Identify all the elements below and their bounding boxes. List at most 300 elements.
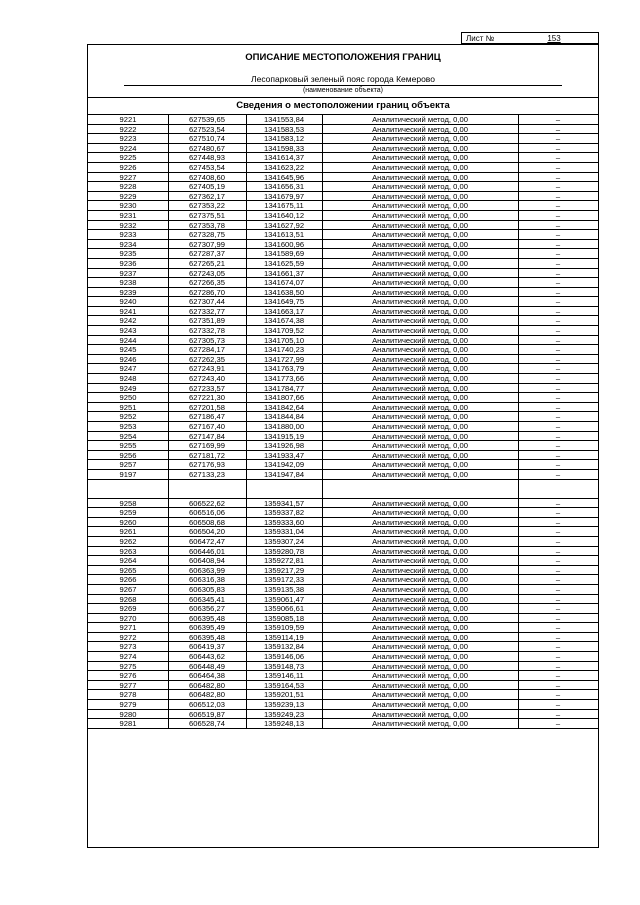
method-cell: Аналитический метод, 0,00 [322,125,519,134]
method-cell: Аналитический метод, 0,00 [322,153,519,162]
point-number-cell: 9235 [88,249,169,258]
method-cell: Аналитический метод, 0,00 [322,336,519,345]
x-coordinate-cell: 627186,47 [168,412,247,421]
method-cell: Аналитический метод, 0,00 [322,221,519,230]
x-coordinate-cell: 606446,01 [168,547,247,556]
method-cell: Аналитический метод, 0,00 [322,585,519,594]
y-coordinate-cell: 1341942,09 [246,460,323,469]
method-cell: Аналитический метод, 0,00 [322,192,519,201]
method-cell: Аналитический метод, 0,00 [322,662,519,671]
table-row [88,662,598,672]
sheet-number: 153 [547,34,561,43]
table-row [88,336,598,346]
x-coordinate-cell: 606345,41 [168,595,247,604]
table-row [88,566,598,576]
y-coordinate-cell: 1359280,78 [246,547,323,556]
table-separator-row [88,480,598,499]
x-coordinate-cell: 606464,38 [168,671,247,680]
x-coordinate-cell: 606448,49 [168,662,247,671]
table-row [88,288,598,298]
y-coordinate-cell: 1341842,64 [246,403,323,412]
y-coordinate-cell: 1359109,59 [246,623,323,632]
method-cell: Аналитический метод, 0,00 [322,470,519,479]
x-coordinate-cell: 627221,30 [168,393,247,402]
method-cell: Аналитический метод, 0,00 [322,364,519,373]
x-coordinate-cell: 606482,80 [168,690,247,699]
point-number-cell: 9232 [88,221,169,230]
y-coordinate-cell: 1341674,38 [246,316,323,325]
x-coordinate-cell: 606508,68 [168,518,247,527]
method-cell: Аналитический метод, 0,00 [322,451,519,460]
x-coordinate-cell: 627201,58 [168,403,247,412]
y-coordinate-cell: 1341649,75 [246,297,323,306]
accuracy-cell: – [555,441,561,451]
accuracy-cell: – [555,690,561,700]
point-number-cell: 9245 [88,345,169,354]
table-row [88,623,598,633]
accuracy-cell: – [555,153,561,163]
header-divider [88,97,598,98]
accuracy-cell: – [555,201,561,211]
x-coordinate-cell: 627133,23 [168,470,247,479]
accuracy-cell: – [555,604,561,614]
method-cell: Аналитический метод, 0,00 [322,527,519,536]
point-number-cell: 9226 [88,163,169,172]
accuracy-cell: – [555,239,561,249]
table-row [88,173,598,183]
point-number-cell: 9261 [88,527,169,536]
point-number-cell: 9236 [88,259,169,268]
x-coordinate-cell: 606504,20 [168,527,247,536]
object-name-underline [124,85,562,86]
y-coordinate-cell: 1359148,73 [246,662,323,671]
table-row [88,508,598,518]
x-coordinate-cell: 627181,72 [168,451,247,460]
x-coordinate-cell [168,480,247,498]
y-coordinate-cell: 1341598,33 [246,144,323,153]
method-cell [322,480,519,498]
accuracy-cell: – [555,374,561,384]
point-number-cell: 9221 [88,115,169,124]
accuracy-cell: – [555,306,561,316]
x-coordinate-cell: 606472,47 [168,537,247,546]
table-row [88,595,598,605]
x-coordinate-cell: 627262,35 [168,355,247,364]
accuracy-cell: – [555,700,561,710]
method-cell: Аналитический метод, 0,00 [322,182,519,191]
x-coordinate-cell: 606522,62 [168,499,247,508]
method-cell: Аналитический метод, 0,00 [322,604,519,613]
table-row [88,652,598,662]
y-coordinate-cell: 1359146,06 [246,652,323,661]
point-number-cell: 9227 [88,173,169,182]
x-coordinate-cell: 627307,44 [168,297,247,306]
method-cell: Аналитический метод, 0,00 [322,623,519,632]
x-coordinate-cell: 627286,70 [168,288,247,297]
accuracy-cell: – [555,575,561,585]
point-number-cell: 9272 [88,633,169,642]
method-cell: Аналитический метод, 0,00 [322,499,519,508]
point-number-cell: 9253 [88,422,169,431]
point-number-cell: 9256 [88,451,169,460]
y-coordinate-cell: 1341763,79 [246,364,323,373]
table-row [88,384,598,394]
table-row [88,575,598,585]
accuracy-cell: – [555,517,561,527]
y-coordinate-cell: 1359061,47 [246,595,323,604]
table-row [88,671,598,681]
table-row [88,393,598,403]
method-cell: Аналитический метод, 0,00 [322,259,519,268]
y-coordinate-cell: 1359066,61 [246,604,323,613]
y-coordinate-cell: 1341740,23 [246,345,323,354]
y-coordinate-cell: 1359248,13 [246,719,323,728]
y-coordinate-cell: 1341947,84 [246,470,323,479]
accuracy-cell: – [555,719,561,729]
y-coordinate-cell: 1341705,10 [246,336,323,345]
method-cell: Аналитический метод, 0,00 [322,316,519,325]
y-coordinate-cell: 1341640,12 [246,211,323,220]
table-row [88,518,598,528]
y-coordinate-cell: 1359172,33 [246,575,323,584]
table-row [88,201,598,211]
method-cell: Аналитический метод, 0,00 [322,326,519,335]
x-coordinate-cell: 606419,37 [168,642,247,651]
method-cell: Аналитический метод, 0,00 [322,230,519,239]
table-row [88,460,598,470]
point-number-cell: 9263 [88,547,169,556]
accuracy-cell: – [555,671,561,681]
method-cell: Аналитический метод, 0,00 [322,374,519,383]
table-row [88,345,598,355]
accuracy-cell: – [555,652,561,662]
accuracy-cell: – [555,402,561,412]
method-cell: Аналитический метод, 0,00 [322,249,519,258]
table-row [88,211,598,221]
table-row [88,269,598,279]
point-number-cell: 9268 [88,595,169,604]
accuracy-cell: – [555,412,561,422]
method-cell: Аналитический метод, 0,00 [322,403,519,412]
y-coordinate-cell: 1341600,96 [246,240,323,249]
method-cell: Аналитический метод, 0,00 [322,518,519,527]
x-coordinate-cell: 627408,60 [168,173,247,182]
accuracy-cell: – [555,134,561,144]
y-coordinate-cell: 1341583,53 [246,125,323,134]
accuracy-cell: – [555,326,561,336]
method-cell: Аналитический метод, 0,00 [322,537,519,546]
table-row [88,710,598,720]
accuracy-cell: – [555,508,561,518]
table-row [88,297,598,307]
x-coordinate-cell: 606408,94 [168,556,247,565]
accuracy-cell: – [555,297,561,307]
x-coordinate-cell: 627405,19 [168,182,247,191]
accuracy-cell: – [555,469,561,479]
x-coordinate-cell: 606363,99 [168,566,247,575]
x-coordinate-cell: 606482,80 [168,681,247,690]
point-number-cell: 9246 [88,355,169,364]
y-coordinate-cell: 1359333,60 [246,518,323,527]
method-cell: Аналитический метод, 0,00 [322,508,519,517]
point-number-cell: 9229 [88,192,169,201]
accuracy-cell: – [555,249,561,259]
y-coordinate-cell: 1341880,00 [246,422,323,431]
x-coordinate-cell: 627287,37 [168,249,247,258]
x-coordinate-cell: 627176,93 [168,460,247,469]
point-number-cell: 9224 [88,144,169,153]
accuracy-cell: – [555,431,561,441]
y-coordinate-cell: 1341623,22 [246,163,323,172]
accuracy-cell: – [555,278,561,288]
x-coordinate-cell: 627328,75 [168,230,247,239]
point-number-cell: 9257 [88,460,169,469]
accuracy-cell: – [555,584,561,594]
y-coordinate-cell: 1341638,50 [246,288,323,297]
method-cell: Аналитический метод, 0,00 [322,393,519,402]
x-coordinate-cell: 627480,67 [168,144,247,153]
method-cell: Аналитический метод, 0,00 [322,355,519,364]
x-coordinate-cell: 627233,57 [168,384,247,393]
y-coordinate-cell: 1341625,59 [246,259,323,268]
accuracy-cell: – [555,345,561,355]
method-cell: Аналитический метод, 0,00 [322,115,519,124]
method-cell: Аналитический метод, 0,00 [322,288,519,297]
accuracy-cell: – [555,422,561,431]
x-coordinate-cell: 606356,27 [168,604,247,613]
accuracy-cell: – [555,498,561,508]
method-cell: Аналитический метод, 0,00 [322,441,519,450]
y-coordinate-cell: 1359201,51 [246,690,323,699]
y-coordinate-cell: 1341589,69 [246,249,323,258]
accuracy-cell: – [555,287,561,297]
point-number-cell: 9260 [88,518,169,527]
x-coordinate-cell: 627353,22 [168,201,247,210]
document-title: ОПИСАНИЕ МЕСТОПОЛОЖЕНИЯ ГРАНИЦ [245,52,441,63]
y-coordinate-cell: 1341807,66 [246,393,323,402]
method-cell: Аналитический метод, 0,00 [322,240,519,249]
accuracy-cell: – [555,124,561,134]
method-cell: Аналитический метод, 0,00 [322,201,519,210]
point-number-cell: 9254 [88,432,169,441]
point-number-cell: 9237 [88,269,169,278]
object-name-caption: (наименование объекта) [302,87,384,94]
method-cell: Аналитический метод, 0,00 [322,345,519,354]
method-cell: Аналитический метод, 0,00 [322,144,519,153]
table-row [88,355,598,365]
x-coordinate-cell: 627243,91 [168,364,247,373]
table-row [88,221,598,231]
point-number-cell: 9278 [88,690,169,699]
y-coordinate-cell: 1341674,07 [246,278,323,287]
point-number-cell: 9276 [88,671,169,680]
x-coordinate-cell: 627362,17 [168,192,247,201]
method-cell: Аналитический метод, 0,00 [322,710,519,719]
y-coordinate-cell: 1341915,19 [246,432,323,441]
table-row [88,556,598,566]
point-number-cell: 9240 [88,297,169,306]
table-row [88,192,598,202]
table-row [88,585,598,595]
y-coordinate-cell: 1359217,29 [246,566,323,575]
method-cell: Аналитический метод, 0,00 [322,556,519,565]
x-coordinate-cell: 606519,87 [168,710,247,719]
x-coordinate-cell: 627265,21 [168,259,247,268]
x-coordinate-cell: 606443,62 [168,652,247,661]
point-number-cell: 9251 [88,403,169,412]
table-row [88,537,598,547]
accuracy-cell: – [555,162,561,172]
x-coordinate-cell: 627523,54 [168,125,247,134]
x-coordinate-cell: 627305,73 [168,336,247,345]
y-coordinate-cell: 1341784,77 [246,384,323,393]
point-number-cell: 9265 [88,566,169,575]
table-row [88,153,598,163]
point-number-cell: 9255 [88,441,169,450]
sheet-label: Лист № [466,34,495,43]
x-coordinate-cell: 627353,78 [168,221,247,230]
point-number-cell: 9197 [88,470,169,479]
table-row [88,182,598,192]
y-coordinate-cell: 1359135,38 [246,585,323,594]
x-coordinate-cell: 606316,38 [168,575,247,584]
point-number-cell: 9279 [88,700,169,709]
x-coordinate-cell: 627332,77 [168,307,247,316]
method-cell: Аналитический метод, 0,00 [322,384,519,393]
method-cell: Аналитический метод, 0,00 [322,690,519,699]
y-coordinate-cell: 1341663,17 [246,307,323,316]
method-cell: Аналитический метод, 0,00 [322,566,519,575]
point-number-cell: 9274 [88,652,169,661]
point-number-cell: 9234 [88,240,169,249]
point-number-cell: 9281 [88,719,169,728]
y-coordinate-cell: 1359146,11 [246,671,323,680]
y-coordinate-cell: 1359272,81 [246,556,323,565]
point-number-cell: 9228 [88,182,169,191]
y-coordinate-cell: 1359337,82 [246,508,323,517]
table-row [88,307,598,317]
x-coordinate-cell: 627375,51 [168,211,247,220]
point-number-cell: 9223 [88,134,169,143]
y-coordinate-cell: 1341553,84 [246,115,323,124]
table-row [88,278,598,288]
accuracy-cell: – [555,268,561,278]
accuracy-cell: – [555,613,561,623]
method-cell: Аналитический метод, 0,00 [322,575,519,584]
coordinates-table [88,115,598,729]
x-coordinate-cell: 606395,48 [168,614,247,623]
point-number-cell: 9271 [88,623,169,632]
accuracy-cell: – [555,210,561,220]
accuracy-cell: – [555,143,561,153]
table-row [88,681,598,691]
x-coordinate-cell: 606305,83 [168,585,247,594]
y-coordinate-cell: 1359085,18 [246,614,323,623]
accuracy-cell: – [555,661,561,671]
accuracy-cell: – [555,383,561,393]
point-number-cell: 9248 [88,374,169,383]
x-coordinate-cell: 627351,89 [168,316,247,325]
accuracy-cell: – [555,450,561,460]
point-number-cell: 9280 [88,710,169,719]
accuracy-cell: – [555,182,561,192]
y-coordinate-cell: 1359239,13 [246,700,323,709]
point-number-cell: 9267 [88,585,169,594]
method-cell: Аналитический метод, 0,00 [322,633,519,642]
accuracy-cell: – [555,460,561,470]
method-cell: Аналитический метод, 0,00 [322,163,519,172]
accuracy-cell: – [555,623,561,633]
table-row [88,249,598,259]
table-row [88,316,598,326]
y-coordinate-cell: 1359114,19 [246,633,323,642]
point-number-cell: 9247 [88,364,169,373]
table-row [88,451,598,461]
table-row [88,719,598,729]
x-coordinate-cell: 627147,84 [168,432,247,441]
y-coordinate-cell: 1341645,96 [246,173,323,182]
x-coordinate-cell: 627307,99 [168,240,247,249]
method-cell: Аналитический метод, 0,00 [322,173,519,182]
x-coordinate-cell: 627453,54 [168,163,247,172]
section-title: Сведения о местоположении границ объекта [236,100,450,111]
method-cell: Аналитический метод, 0,00 [322,432,519,441]
method-cell: Аналитический метод, 0,00 [322,700,519,709]
accuracy-cell: – [555,632,561,642]
point-number-cell: 9238 [88,278,169,287]
y-coordinate-cell: 1341679,97 [246,192,323,201]
method-cell: Аналитический метод, 0,00 [322,614,519,623]
accuracy-cell: – [555,230,561,240]
y-coordinate-cell: 1341583,12 [246,134,323,143]
point-number-cell: 9258 [88,499,169,508]
accuracy-cell: – [555,354,561,364]
x-coordinate-cell: 627167,40 [168,422,247,431]
point-number-cell: 9241 [88,307,169,316]
y-coordinate-cell: 1341844,84 [246,412,323,421]
point-number-cell: 9269 [88,604,169,613]
table-row [88,364,598,374]
table-row [88,240,598,250]
method-cell: Аналитический метод, 0,00 [322,642,519,651]
table-row [88,604,598,614]
table-row [88,633,598,643]
accuracy-cell: – [555,556,561,566]
point-number-cell: 9264 [88,556,169,565]
y-coordinate-cell: 1341614,37 [246,153,323,162]
accuracy-cell: – [555,642,561,652]
accuracy-cell: – [555,364,561,374]
y-coordinate-cell: 1341661,37 [246,269,323,278]
accuracy-cell: – [555,527,561,537]
x-coordinate-cell: 627510,74 [168,134,247,143]
point-number-cell: 9239 [88,288,169,297]
table-row [88,163,598,173]
accuracy-cell: – [555,115,561,124]
table-row [88,412,598,422]
table-row [88,125,598,135]
table-row [88,614,598,624]
table-row [88,499,598,509]
table-row [88,700,598,710]
method-cell: Аналитический метод, 0,00 [322,278,519,287]
table-row [88,441,598,451]
y-coordinate-cell: 1341727,99 [246,355,323,364]
table-row [88,403,598,413]
point-number-cell: 9233 [88,230,169,239]
method-cell: Аналитический метод, 0,00 [322,297,519,306]
table-row [88,326,598,336]
